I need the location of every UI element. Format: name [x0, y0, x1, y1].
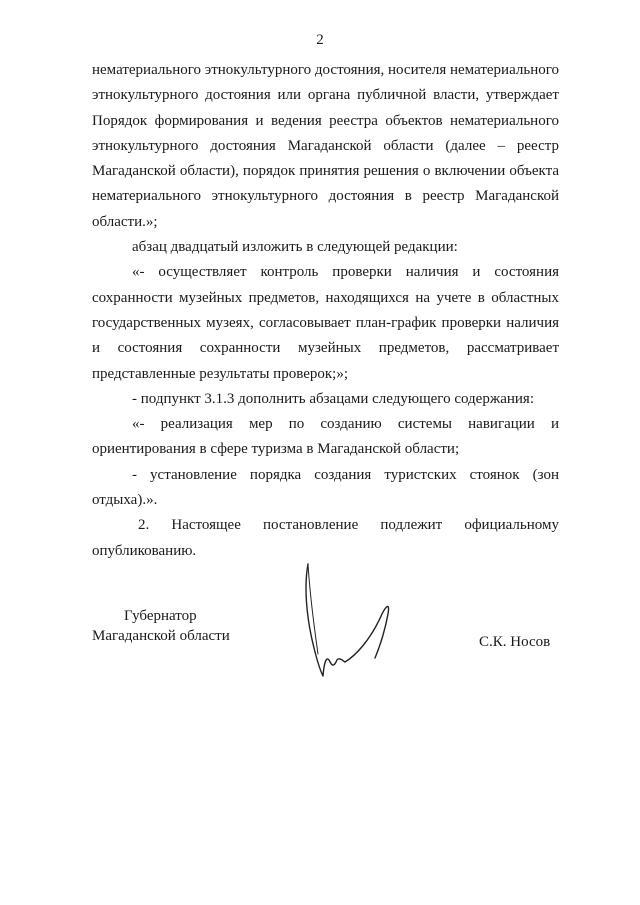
paragraph-subclause-313: - подпункт 3.1.3 дополнить абзацами следующего содержания: — [132, 390, 534, 407]
document-body — [92, 58, 559, 564]
handwritten-signature — [300, 556, 400, 686]
paragraph-publication: 2. Настоящее постановление подлежит официальному опубликованию. — [92, 517, 559, 559]
paragraph-abzac-20: абзац двадцатый изложить в следующей редакции: — [132, 239, 458, 256]
governor-region: Магаданской области — [92, 628, 230, 644]
page-number: 2 — [316, 32, 324, 48]
governor-name: С.К. Носов — [479, 634, 551, 650]
governor-title: Губернатор — [124, 608, 197, 624]
paragraph-museum-control: «- осуществляет контроль проверки наличия и состояния сохранности музейных предметов, находящихся на учете в областных государственных музеях, согласовывает план-график проверки наличия и состояния сохранности музейных предметов, рассматривает представленные результаты проверок;»; — [92, 264, 559, 382]
paragraph-continuation: нематериального этнокультурного достояния, носителя нематериального этнокультурного достояния или органа публичной власти, утверждает Порядок формирования и ведения реестра объектов нематериального этнокультурного достояния Магаданской области (далее – реестр Магаданской области), порядок принятия решения о включении объекта нематериального этнокультурного достояния в реестр Магаданской области.»; — [92, 62, 559, 230]
paragraph-navigation: «- реализация мер по созданию системы навигации и ориентирования в сфере туризма в Магаданской области; — [92, 416, 559, 458]
paragraph-tourist-camps: - установление порядка создания туристских стоянок (зон отдыха).». — [92, 466, 559, 509]
